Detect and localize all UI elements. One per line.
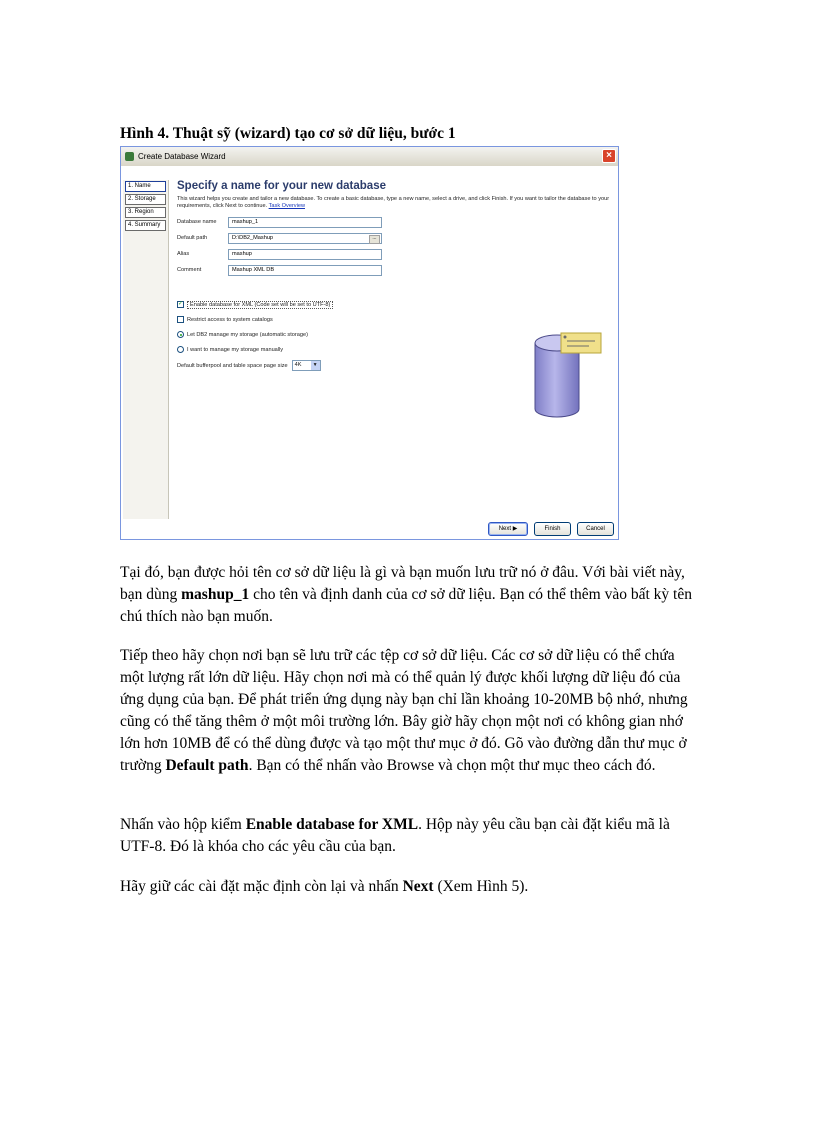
database-name-row <box>177 216 612 228</box>
name-fields <box>177 216 612 276</box>
p4-bold: Next <box>402 878 434 895</box>
manual-storage-radio[interactable] <box>177 346 184 353</box>
wizard-heading: Specify a name for your new database <box>177 180 386 192</box>
database-name-input[interactable]: mashup_1 <box>228 217 382 228</box>
database-cylinder-icon <box>533 331 613 421</box>
browse-button[interactable]: ... <box>369 235 380 244</box>
p4-text-c: (Xem Hình 5). <box>433 878 529 895</box>
p3-text-c: . Hộp này yêu cầu bạn cài đặt kiểu mã là UTF-8. Đó là khóa cho các yêu cầu của bạn. <box>120 816 670 855</box>
step-summary[interactable]: 4. Summary <box>125 220 166 231</box>
comment-input[interactable]: Mashup XML DB <box>228 265 382 276</box>
auto-storage-radio[interactable] <box>177 331 184 338</box>
alias-input[interactable]: mashup <box>228 249 382 260</box>
wizard-description <box>177 196 617 210</box>
enable-xml-checkbox[interactable]: ✓ <box>178 301 184 307</box>
next-button[interactable]: Next ▶ <box>488 522 528 536</box>
default-path-value: D:\DB2_Mashup <box>232 234 274 241</box>
paragraph-2 <box>120 645 700 777</box>
p2-text-c: . Bạn có thể nhấn vào Browse và chọn một thư mục theo cách đó. <box>248 757 656 774</box>
finish-button[interactable]: Finish <box>534 522 571 536</box>
p1-text-c: cho tên và định danh của cơ sở dữ liệu. Bạn có thể thêm vào bất kỳ tên chú thích nào bạn muốn. <box>120 586 692 625</box>
p3-bold: Enable database for XML <box>245 816 419 833</box>
default-path-label: Default path <box>177 235 208 241</box>
p2-bold: Default path <box>165 757 249 774</box>
close-button[interactable]: × <box>602 149 616 163</box>
comment-row <box>177 264 612 276</box>
p3-text-a: Nhấn vào hộp kiểm <box>120 816 246 833</box>
app-icon <box>125 152 134 161</box>
p1-bold: mashup_1 <box>181 586 250 603</box>
alias-label: Alias <box>177 251 190 257</box>
restrict-access-checkbox[interactable] <box>177 316 184 323</box>
page-size-label: Default bufferpool and table space page size <box>177 362 288 369</box>
wizard-step-nav <box>123 180 169 519</box>
step-storage[interactable]: 2. Storage <box>125 194 166 205</box>
wizard-body <box>121 166 618 539</box>
wizard-buttons <box>488 522 614 536</box>
restrict-access-label: Restrict access to system catalogs <box>187 316 273 323</box>
database-name-label: Database name <box>177 219 217 225</box>
create-database-wizard-screenshot <box>120 146 619 540</box>
paragraph-1 <box>120 562 700 628</box>
p2-text-a: Tiếp theo hãy chọn nơi bạn sẽ lưu trữ các tệp cơ sở dữ liệu. Các cơ sở dữ liệu có thể chứa một lượng rất lớn dữ liệu. Hãy chọn nơi mà có thể quản lý được khối lượng dữ liệu đó của ứng dụng của bạn. Để phát triển ứng dụng này bạn chỉ lần khoảng 10-20MB bộ nhớ, nhưng cũng có thể tăng thêm ở một môi trường lớn. Bây giờ hãy chọn một nơi có không gian nhớ lớn hơn 10MB để có thể dùng được và tạo một thư mục ở đó. Gõ vào đường dẫn thư mục ở trường <box>120 647 688 774</box>
manual-storage-label: I want to manage my storage manually <box>187 346 284 353</box>
paragraph-3 <box>120 814 700 858</box>
cancel-button[interactable]: Cancel <box>577 522 614 536</box>
p4-text-a: Hãy giữ các cài đặt mặc định còn lại và nhấn <box>120 878 403 895</box>
alias-row <box>177 248 612 260</box>
step-region[interactable]: 3. Region <box>125 207 166 218</box>
wizard-title: Create Database Wizard <box>138 152 226 161</box>
figure-caption: Hình 4. Thuật sỹ (wizard) tạo cơ sở dữ liệu, bước 1 <box>120 125 456 142</box>
page-size-select[interactable] <box>292 360 321 371</box>
default-path-input[interactable] <box>228 233 382 244</box>
restrict-access-option[interactable] <box>177 313 612 326</box>
description-text: This wizard helps you create and tailor a new database. To create a basic database, type a new name, select a drive, and click Finish. If you want to tailor the database to your requirements, click Next to continue. <box>177 196 610 209</box>
auto-storage-label: Let DB2 manage my storage (automatic storage) <box>187 331 308 338</box>
step-name[interactable]: 1. Name <box>125 181 166 192</box>
chevron-down-icon: ▼ <box>311 361 320 370</box>
task-overview-link[interactable]: Task Overview <box>268 203 305 209</box>
page-size-value: 4K <box>294 362 302 368</box>
paragraph-4 <box>120 876 700 898</box>
enable-xml-label: Enable database for XML (Code set will be set to UTF-8) <box>187 301 333 309</box>
enable-xml-option[interactable] <box>177 298 612 311</box>
p1-text-a: Tại đó, bạn được hỏi tên cơ sở dữ liệu là gì và bạn muốn lưu trữ nó ở đâu. Với bài viết này, bạn dùng <box>120 564 685 603</box>
wizard-titlebar <box>121 147 618 167</box>
default-path-row <box>177 232 612 244</box>
comment-label: Comment <box>177 267 202 273</box>
